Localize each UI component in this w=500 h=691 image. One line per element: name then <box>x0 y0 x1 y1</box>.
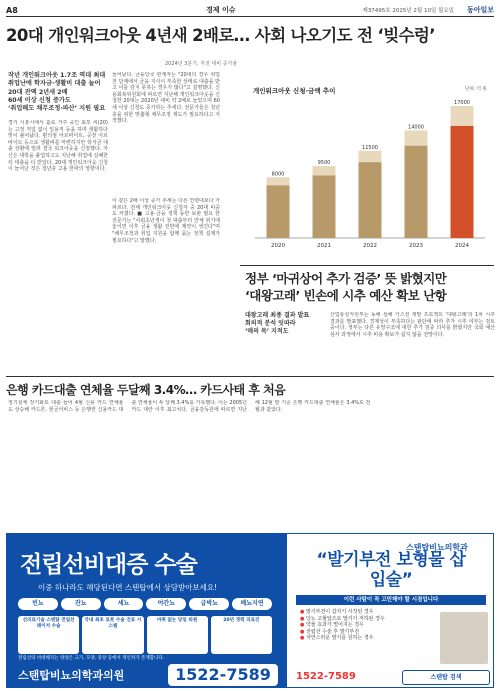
ad-phone[interactable]: 1522-7589 <box>168 664 278 686</box>
ad-symptom-pills <box>18 598 272 610</box>
data-label: 8000 <box>271 171 285 178</box>
list-item: ● 전립선 수술 후 발기부전 <box>300 629 440 636</box>
data-label: 11500 <box>362 144 378 151</box>
issue-meta: 제37495호 2025년 2월 10일 월요일 <box>362 8 454 14</box>
chart-bar <box>405 130 428 145</box>
ad-clinic-name: 스탠탑비뇨의학과의원 <box>18 669 125 682</box>
ad-title: 전립선비대증 수술 <box>20 552 197 578</box>
headline-dateline: 2024년 3분기, 직전 대비 증가율 <box>165 61 238 67</box>
x-tick-label: 2022 <box>363 243 377 249</box>
divider <box>6 376 494 377</box>
chart-unit: 단위: 억 원 <box>465 87 487 92</box>
page-header <box>6 4 494 17</box>
x-tick-label: 2023 <box>409 243 423 249</box>
ad-note: 전립선의 비대해지는 양상은 크기, 모양, 증상 등에서 개인차가 존재합니다. <box>18 656 165 661</box>
list-item: ● 자연스러운 발기를 원하는 경우 <box>300 635 440 642</box>
data-label: 14000 <box>408 124 424 131</box>
deck-line: 작년 개인워크아웃 1.7조 역대 최대 <box>8 72 106 79</box>
section-title: 경제 이슈 <box>206 6 236 14</box>
chart-bar <box>267 177 290 185</box>
chart-bar <box>405 146 428 238</box>
article-column: 이 같은 2배 이상 증가 추세는 다른 연령대보다 가파르다. 전체 개인워크아웃 신청자 중 20대 비중도 커졌다. ■ 고용·금융 정책 동반 보완 필요 한 전문가는 "사회초년생이 첫 대출부터 연체 위기에 놓이면 이후 금융 생활 전반에 제약이 생긴다"며 "채무조정과 취업 지원을 함께 묶는 정책 설계가 필요하다"고 말했다. <box>112 198 220 244</box>
ad-pill: 세뇨 <box>104 598 144 610</box>
ad-feature: 마취 없는 당일 퇴원 <box>147 616 208 654</box>
ad-pill: 야간뇨 <box>146 598 186 610</box>
list-item: ● 당뇨 고혈압으로 발기가 저하된 경우 <box>300 616 440 623</box>
article2-body: 산업통상자원부는 동해 심해 가스전 개발 프로젝트 ‘대왕고래’의 1차 시추 결과를 발표했다. 경제성이 부족하다는 판단에 따라 추가 시추 여부는 검토 중이다. 정부는 다른 유망구조에 대한 추가 검증 의사를 밝혔지만 국회 예산 심사 과정에서 시추 비용 확보가 쉽지 않을 전망이다. <box>330 312 495 338</box>
article2-subheads <box>245 312 327 336</box>
chart <box>225 78 495 261</box>
article2-subhead: 회의적 분석 잇따라 <box>245 320 296 327</box>
x-tick-label: 2021 <box>317 243 331 249</box>
chart-bar <box>359 151 382 162</box>
ad-feature: 20년 경력 의료진 <box>211 616 272 654</box>
article-deck <box>8 72 108 113</box>
article2-headline <box>245 270 495 304</box>
ad-feature: 국내 최초 로봇 수술 진료 시스템 <box>82 616 143 654</box>
main-headline: 20대 개인워크아웃 4년새 2배로… 사회 나오기도 전 ‘빚수렁’ <box>6 26 435 45</box>
newspaper-logo: 동아일보 <box>466 6 494 14</box>
ad-pill: 빈뇨 <box>18 598 58 610</box>
ad-feature: 선의료기술 스탠탑 전립선 레이저 수술 <box>18 616 79 654</box>
doctor-photo <box>440 612 488 664</box>
chart-bar <box>451 126 474 238</box>
x-tick-label: 2024 <box>455 243 469 249</box>
data-label: 17000 <box>454 100 470 106</box>
deck-line: 60세 이상 신청 증가도 <box>8 96 71 104</box>
page-number: A8 <box>6 5 18 15</box>
ad-pill: 배뇨지연 <box>232 598 272 610</box>
deck-line: 20대 잔액 2년새 2배 <box>8 88 68 96</box>
article3-headline: 은행 카드대출 연체율 두달째 3.4%… 카드사태 후 처음 <box>6 383 286 397</box>
chart-title: 개인워크아웃 신청·금액 추이 <box>253 87 336 95</box>
ad-right-headline: “발기부전 보형물 삽입술” <box>316 550 466 590</box>
ad-subtitle: 이중 하나라도 해당된다면 스탠탑에서 상담받아보세요! <box>38 583 218 592</box>
ad-feature-boxes <box>18 616 272 654</box>
chart-bar <box>313 175 336 238</box>
chart-bar <box>359 162 382 238</box>
article2-headline-line: 정부 ‘마귀상어 추가 검증’ 뜻 밝혔지만 <box>245 271 447 286</box>
ad-pill: 급박뇨 <box>189 598 229 610</box>
ad-brand: 스탠탑비뇨의학과 <box>406 543 468 552</box>
article2-subhead: ‘매의 목’ 지적도 <box>245 328 289 335</box>
chart-bar <box>451 106 474 126</box>
list-item: ● 약물 효과가 떨어지는 경우 <box>300 622 440 629</box>
x-tick-label: 2020 <box>271 243 285 249</box>
deck-line: ‘취업해도 채무조정·파산’ 지원 필요 <box>8 105 106 113</box>
ad-right-phone[interactable]: 1522-7589 <box>296 671 356 682</box>
chart-bar <box>267 185 290 238</box>
article2-subhead: 대왕고래 최종 결과 발표 <box>245 312 310 319</box>
data-label: 9500 <box>317 160 331 167</box>
article3-body: 정기침체 장기화로 대출 늘어 4월 신용 카드 연체율도 상승해 카드론, 현금서비스 등 은행권 신용카드 대출 연체율이 두 달째 3.4%를 기록했다. 이는 2005년 카드 대란 이후 최고치다. 금융감독원에 따르면 지난해 12월 말 기준 은행 카드대출 연체율은 3.4%로 전월과 같았다. <box>8 400 371 413</box>
ad-pill: 잔뇨 <box>61 598 101 610</box>
list-item: ● 발기부전이 갑자기 시작된 경우 <box>300 609 440 616</box>
divider <box>240 265 494 266</box>
deck-line: 취업난에 학자금·생활비 대출 늘어 <box>8 80 101 88</box>
article-column: 경기 시흥시에서 홀로 거주 중인 최모 씨(20)는 고정 직업 없이 일용직 등을 하며 생활하다 빚이 불어났다. 편의점 아르바이트, 공장 아르바이트 등으로 생활비를 마련하지만 학자금 대출 상환에 밀려 결국 워크아웃을 신청했다. 자신은 대학을 졸업하고도 지난해 취업에 실패한 뒤 대출을 더 받았다. 20대 개인워크아웃 신청이 늘어난 것은 청년층 고용 한파의 영향이다. <box>8 120 108 173</box>
ad-right-banner: 이런 사람이 꼭 고민해야 할 시점입니다 <box>296 595 486 605</box>
ad-search-button[interactable]: 스탠탑 검색 <box>402 670 490 685</box>
article-column: 늘어났다. 금융당국 관계자는 "20대의 경우 취업 전 단계에서 금융 지식이 부족한 상태로 대출을 받고 이를 갚지 못하는 경우가 많다"고 설명했다. 신용회복위원회에 따르면 지난해 개인워크아웃을 신청한 20대는 2020년 대비 약 2배로 늘었으며 60세 이상 신청도 증가하는 추세다. 전문가들은 청년층을 위한 맞춤형 채무조정 제도가 필요하다고 지적했다. <box>112 72 220 125</box>
ad-right-list <box>300 609 440 642</box>
chart-bar <box>313 166 336 175</box>
article2-headline-line: ‘대왕고래’ 빈손에 시추 예산 확보 난항 <box>245 288 447 303</box>
chart-svg <box>225 78 495 261</box>
